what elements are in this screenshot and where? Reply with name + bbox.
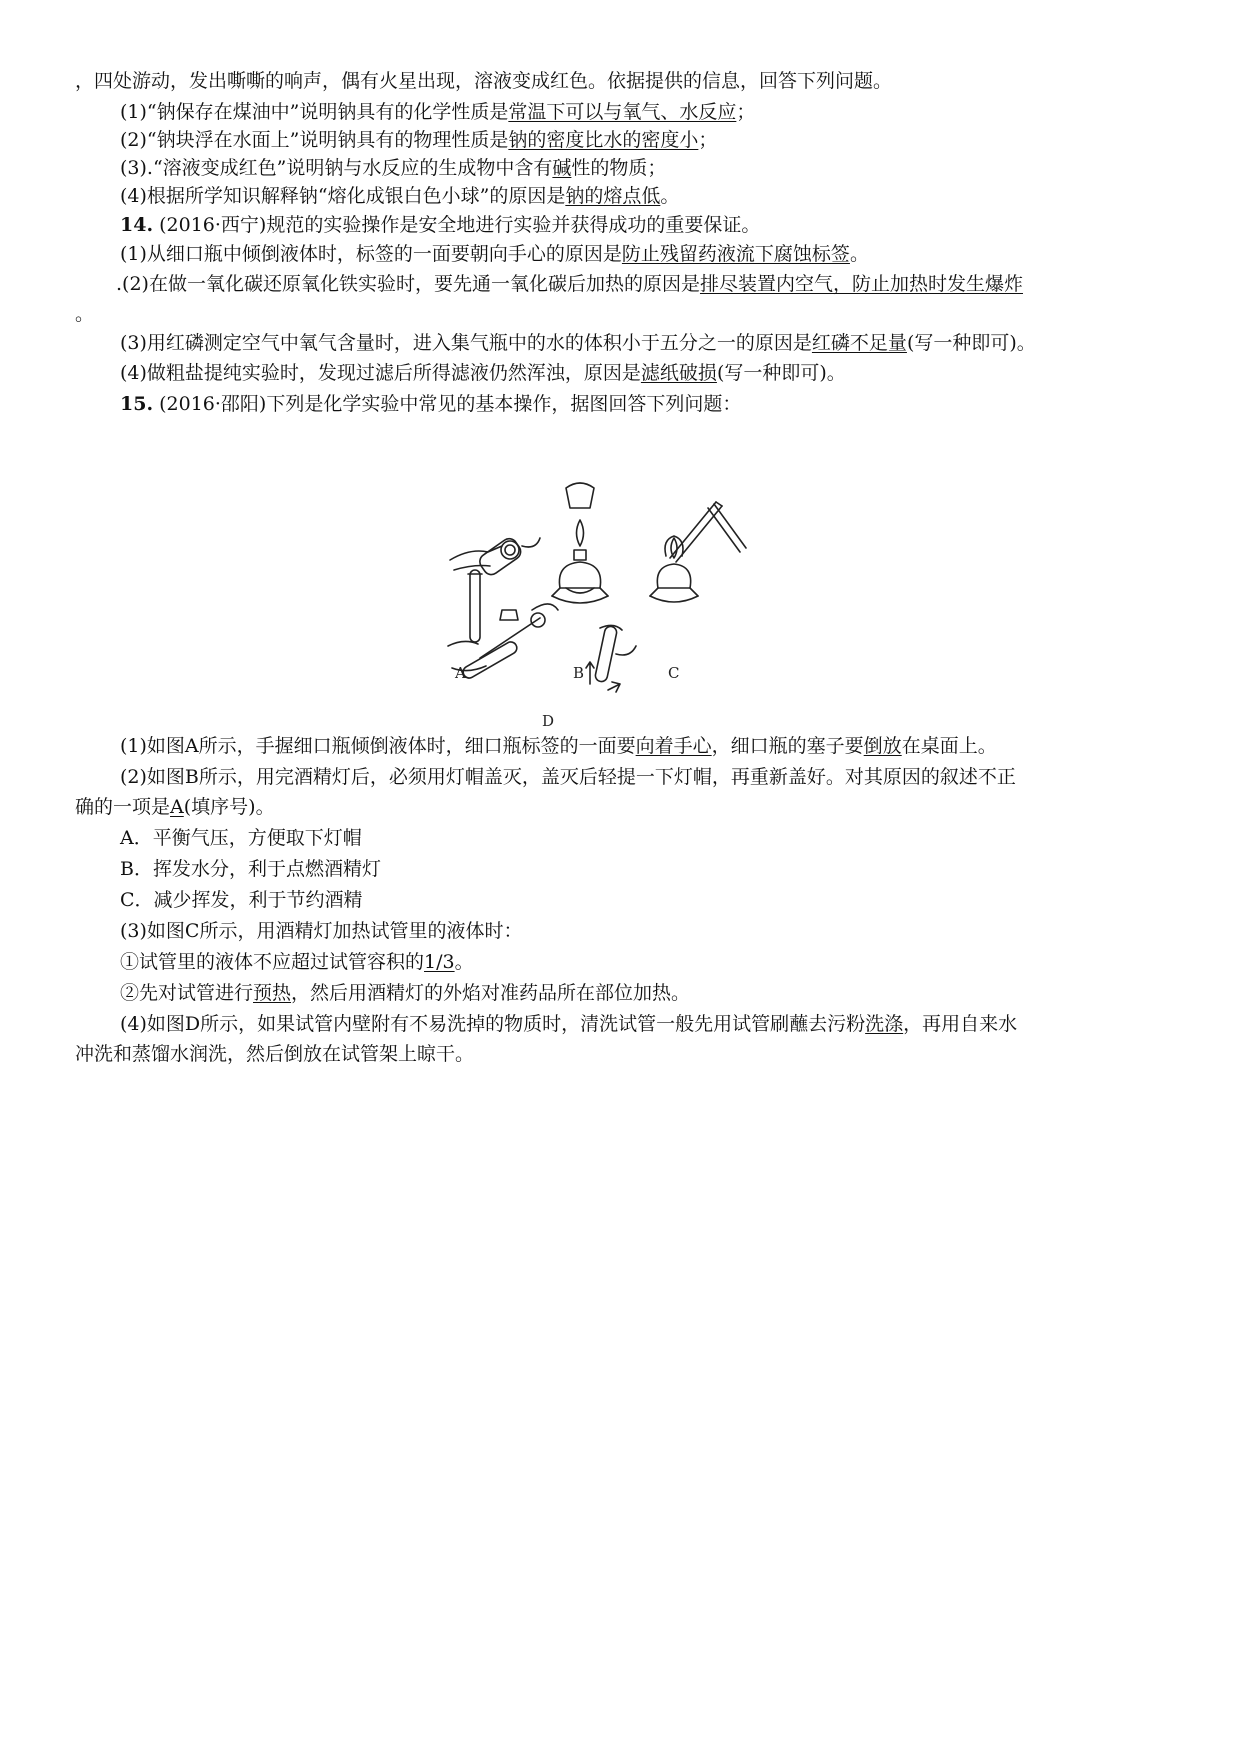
question-number: 14. — [120, 214, 154, 236]
option-c: C．减少挥发，利于节约酒精 — [120, 889, 363, 911]
question-15-3-1: ①试管里的液体不应超过试管容积的1/3。 — [120, 951, 474, 973]
figure-label-c: C — [668, 664, 680, 682]
answer: 钠的密度比水的密度小 — [508, 129, 699, 151]
question-15-stem: 15. (2016·邵阳)下列是化学实验中常见的基本操作，据图回答下列问题： — [120, 393, 742, 415]
question-13-4: (4)根据所学知识解释钠“熔化成银白色小球”的原因是钠的熔点低。 — [120, 185, 680, 207]
answer: 排尽装置内空气，防止加热时发生爆炸 — [699, 273, 1023, 295]
question-14-3: (3)用红磷测定空气中氧气含量时，进入集气瓶中的水的体积小于五分之一的原因是红磷不足量(写一种即可)。 — [120, 332, 1036, 354]
answer: 红磷不足量 — [811, 332, 907, 354]
answer: 碱 — [552, 157, 572, 179]
question-13-1: (1)“钠保存在煤油中”说明钠具有的化学性质是常温下可以与氧气、水反应； — [120, 101, 756, 123]
lab-illustration — [440, 478, 860, 728]
figure-label-a: A — [455, 664, 466, 682]
answer: 倒放 — [863, 735, 902, 757]
question-15-2: (2)如图B所示，用完酒精灯后，必须用灯帽盖灭，盖灭后轻提一下灯帽，再重新盖好。对其原因的叙述不正 — [120, 766, 1016, 788]
question-15-4-cont: 冲洗和蒸馏水润洗，然后倒放在试管架上晾干。 — [75, 1043, 475, 1065]
figure-label-b: B — [573, 664, 585, 682]
question-15-1: (1)如图A所示，手握细口瓶倾倒液体时，细口瓶标签的一面要向着手心，细口瓶的塞子要倒放在桌面上。 — [120, 735, 997, 757]
question-14-stem: 14. (2016·西宁)规范的实验操作是安全地进行实验并获得成功的重要保证。 — [120, 214, 761, 236]
question-13-2: (2)“钠块浮在水面上”说明钠具有的物理性质是钠的密度比水的密度小； — [120, 129, 718, 151]
question-14-2-end: 。 — [75, 303, 95, 325]
answer: 向着手心 — [635, 735, 712, 757]
answer: 防止残留药液流下腐蚀标签 — [621, 243, 850, 265]
answer: 预热 — [253, 982, 292, 1004]
question-15-2-cont: 确的一项是A(填序号)。 — [75, 796, 275, 818]
lab-apparatus-figure — [440, 478, 860, 728]
question-15-3-2: ②先对试管进行预热，然后用酒精灯的外焰对准药品所在部位加热。 — [120, 982, 691, 1004]
question-number: 15. — [120, 393, 154, 415]
option-a: A．平衡气压，方便取下灯帽 — [120, 827, 362, 849]
question-14-2: .(2)在做一氧化碳还原氧化铁实验时，要先通一氧化碳后加热的原因是排尽装置内空气，防止加热时发生爆炸 — [116, 273, 1023, 295]
option-b: B．挥发水分，利于点燃酒精灯 — [120, 858, 381, 880]
answer: 钠的熔点低 — [565, 185, 661, 207]
pouring-liquid-sketch — [450, 536, 540, 642]
question-14-4: (4)做粗盐提纯实验时，发现过滤后所得滤液仍然浑浊，原因是滤纸破损(写一种即可)。 — [120, 362, 846, 384]
question-15-4: (4)如图D所示，如果试管内壁附有不易洗掉的物质时，清洗试管一般先用试管刷蘸去污粉洗涤，再用自来水 — [120, 1013, 1018, 1035]
heating-test-tube-sketch — [650, 502, 746, 602]
answer: 洗涤 — [865, 1013, 904, 1035]
cleaning-test-tube-sketch — [448, 604, 636, 692]
paragraph-text: ，四处游动，发出嘶嘶的响声，偶有火星出现，溶液变成红色。依据提供的信息，回答下列问题。 — [75, 70, 893, 92]
question-14-1: (1)从细口瓶中倾倒液体时，标签的一面要朝向手心的原因是防止残留药液流下腐蚀标签。 — [120, 243, 869, 265]
answer: 滤纸破损 — [640, 362, 717, 384]
answer: 常温下可以与氧气、水反应 — [508, 101, 737, 123]
alcohol-lamp-sketch — [552, 483, 608, 603]
answer: A — [170, 796, 184, 818]
question-13-3: (3).“溶液变成红色”说明钠与水反应的生成物中含有碱性的物质； — [120, 157, 667, 179]
text-line — [75, 68, 892, 94]
figure-label-d: D — [542, 712, 555, 728]
answer: 1/3 — [424, 951, 455, 973]
question-15-3: (3)如图C所示，用酒精灯加热试管里的液体时： — [120, 920, 523, 942]
